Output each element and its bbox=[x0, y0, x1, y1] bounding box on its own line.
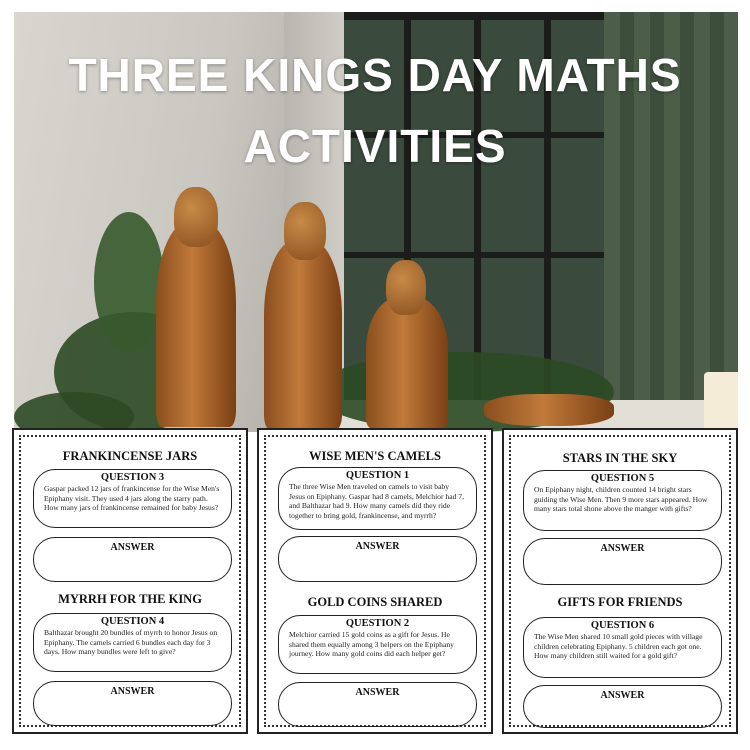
king-figure-2 bbox=[264, 240, 342, 430]
question-box bbox=[33, 469, 232, 528]
section-title: STARS IN THE SKY bbox=[562, 451, 678, 465]
question-box bbox=[523, 617, 722, 678]
answer-box[interactable] bbox=[523, 538, 722, 585]
king-head-2 bbox=[284, 202, 326, 260]
section-title: WISE MEN'S CAMELS bbox=[309, 449, 441, 463]
answer-box[interactable] bbox=[33, 537, 232, 582]
question-label: QUESTION 6 bbox=[590, 620, 655, 631]
question-label: QUESTION 1 bbox=[345, 470, 410, 481]
answer-box[interactable] bbox=[33, 681, 232, 726]
question-text: Melchior carried 15 gold coins as a gift for Jesus. He shared them equally among 3 helpers on the Epiphany journey. How many gold coins did each helper get? bbox=[289, 630, 454, 659]
answer-box[interactable] bbox=[523, 685, 722, 728]
answer-label: ANSWER bbox=[600, 690, 645, 701]
question-label: QUESTION 3 bbox=[100, 472, 165, 483]
section-title: GIFTS FOR FRIENDS bbox=[557, 595, 683, 609]
question-box bbox=[33, 613, 232, 672]
answer-label: ANSWER bbox=[110, 542, 155, 553]
question-text: The Wise Men shared 10 small gold pieces with village children celebrating Epiphany. 5 children each got one. How many children still waited for a gold gift? bbox=[534, 632, 703, 661]
section-title: FRANKINCENSE JARS bbox=[62, 449, 198, 463]
question-text: The three Wise Men traveled on camels to visit baby Jesus on Epiphany. Gaspar had 8 camels, Melchior had 7, and Balthazar had 9. How many camels did they ride together to bring gold, frankincense, and myrrh? bbox=[289, 482, 464, 521]
king-figure-1 bbox=[156, 222, 236, 427]
answer-label: ANSWER bbox=[600, 543, 645, 554]
king-head-3 bbox=[386, 260, 426, 315]
question-text: Gaspar packed 12 jars of frankincense for the Wise Men's Epiphany visit. They used 4 jars along the starry path. How many jars of frankincense remained for baby Jesus? bbox=[44, 484, 220, 513]
section-title: MYRRH FOR THE KING bbox=[58, 592, 202, 606]
answer-label: ANSWER bbox=[110, 686, 155, 697]
question-label: QUESTION 4 bbox=[100, 616, 165, 627]
question-box bbox=[278, 467, 477, 530]
answer-label: ANSWER bbox=[355, 541, 400, 552]
king-head-1 bbox=[174, 187, 218, 247]
question-label: QUESTION 5 bbox=[590, 473, 655, 484]
answer-box[interactable] bbox=[278, 682, 477, 727]
question-text: On Epiphany night, children counted 14 bright stars guiding the Wise Men. Then 9 more stars appeared. How many stars total shone above the manger with gifts? bbox=[534, 485, 708, 514]
worksheet-card-2 bbox=[257, 428, 493, 734]
page-title-line-1: THREE KINGS DAY MATHS bbox=[68, 49, 682, 101]
worksheet-card-3 bbox=[502, 428, 738, 734]
greenery bbox=[94, 212, 164, 352]
answer-label: ANSWER bbox=[355, 687, 400, 698]
question-box bbox=[523, 470, 722, 531]
worksheet-card-1 bbox=[12, 428, 248, 734]
answer-box[interactable] bbox=[278, 536, 477, 582]
page-title-line-2: ACTIVITIES bbox=[243, 120, 507, 172]
question-label: QUESTION 2 bbox=[345, 618, 410, 629]
candle bbox=[704, 372, 738, 432]
question-text: Balthazar brought 20 bundles of myrrh to honor Jesus on Epiphany. The camels carried 6 bundles each day for 3 days. How many bundles were left to give? bbox=[44, 628, 218, 657]
section-title: GOLD COINS SHARED bbox=[307, 595, 443, 609]
baby-figure bbox=[484, 394, 614, 426]
king-figure-3 bbox=[366, 297, 448, 429]
question-box bbox=[278, 615, 477, 674]
